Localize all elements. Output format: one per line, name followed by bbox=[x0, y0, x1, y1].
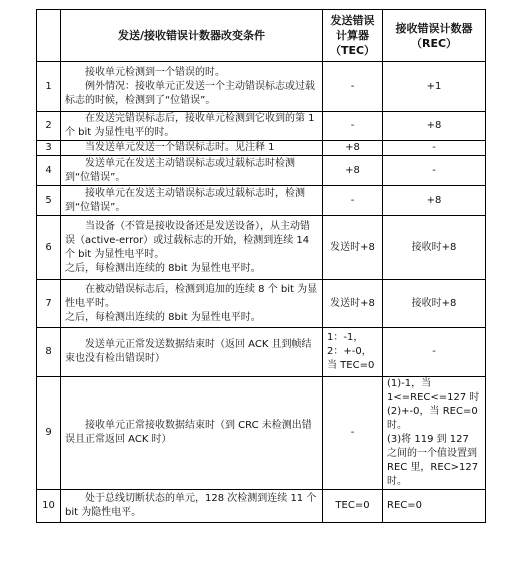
rec-value: +8 bbox=[426, 120, 442, 131]
rec-value: (1)-1，当 bbox=[387, 378, 432, 389]
condition-cell bbox=[61, 62, 323, 112]
tec-cell bbox=[323, 490, 383, 523]
rec-value: 接收时+8 bbox=[411, 297, 457, 309]
table-row bbox=[37, 156, 486, 186]
rec-value: - bbox=[432, 142, 436, 153]
row-index: 3 bbox=[37, 141, 61, 156]
error-counter-table bbox=[36, 9, 486, 523]
condition-line: 例外情况：接收单元正发送一个主动错误标志或过载标志的时候，检测到了“位错误”。 bbox=[65, 80, 315, 106]
tec-value: - bbox=[350, 120, 355, 131]
row-index: 7 bbox=[37, 280, 61, 328]
rec-cell bbox=[383, 186, 486, 216]
condition-line: 之后，每检测出连续的 8bit 为显性电平时。 bbox=[65, 262, 261, 274]
tec-value: - bbox=[350, 427, 355, 438]
rec-value: (3)将 119 到 127 之间的一个值设置到 REC 里，REC>127时。 bbox=[387, 434, 479, 487]
rec-cell bbox=[383, 62, 486, 112]
rec-value: - bbox=[432, 164, 436, 176]
rec-cell bbox=[383, 216, 486, 280]
condition-line: 处于总线切断状态的单元，128 次检测到连续 11 个 bit 为隐性电平。 bbox=[65, 493, 317, 518]
tec-cell bbox=[323, 141, 383, 156]
table-row bbox=[37, 280, 486, 328]
rec-value: 1<=REC<=127 时 bbox=[387, 392, 480, 403]
rec-value: 接收时+8 bbox=[411, 241, 457, 253]
condition-line: 接收单元在发送主动错误标志或过载标志时，检测到“位错误”。 bbox=[65, 187, 305, 213]
condition-line: 当发送单元发送一个错误标志时。见注释 1 bbox=[85, 142, 275, 153]
condition-cell bbox=[61, 112, 323, 141]
rec-cell bbox=[383, 490, 486, 523]
condition-cell bbox=[61, 156, 323, 186]
condition-line: 接收单元检测到一个错误的时。 bbox=[85, 66, 225, 78]
table-row bbox=[37, 328, 486, 377]
header-rec-line: （REC） bbox=[410, 36, 458, 50]
table-body bbox=[37, 62, 486, 523]
rec-value: (2)+-0，当 REC=0时。 bbox=[387, 406, 478, 431]
header-tec-line: （TEC） bbox=[329, 44, 376, 57]
row-index: 2 bbox=[37, 112, 61, 141]
row-index: 6 bbox=[37, 216, 61, 280]
row-index: 10 bbox=[37, 490, 61, 523]
header-rec bbox=[383, 10, 486, 62]
rec-value: +1 bbox=[426, 80, 442, 92]
tec-value: - bbox=[350, 194, 355, 206]
tec-cell bbox=[323, 216, 383, 280]
header-rec-line: 接收错误计数器 bbox=[395, 21, 473, 35]
tec-cell bbox=[323, 280, 383, 328]
tec-value: +8 bbox=[345, 164, 360, 176]
rec-value: REC=0 bbox=[387, 500, 422, 511]
rec-value: - bbox=[432, 346, 436, 357]
rec-cell bbox=[383, 156, 486, 186]
rec-cell bbox=[383, 328, 486, 377]
row-index: 5 bbox=[37, 186, 61, 216]
row-index: 4 bbox=[37, 156, 61, 186]
tec-cell bbox=[323, 328, 383, 377]
condition-cell bbox=[61, 377, 323, 490]
tec-cell bbox=[323, 186, 383, 216]
tec-value: +8 bbox=[345, 142, 360, 153]
tec-value: 2：+-0， bbox=[327, 346, 372, 357]
row-index: 1 bbox=[37, 62, 61, 112]
header-condition: 发送/接收错误计数器改变条件 bbox=[61, 10, 323, 62]
row-index: 8 bbox=[37, 328, 61, 377]
table-row bbox=[37, 112, 486, 141]
condition-line: 在发送完错误标志后，接收单元检测到它收到的第 1 个 bit 为显性电平的时。 bbox=[65, 113, 315, 138]
table-row bbox=[37, 186, 486, 216]
tec-value: 发送时+8 bbox=[330, 241, 375, 253]
header-row bbox=[37, 10, 486, 62]
rec-cell bbox=[383, 112, 486, 141]
condition-cell bbox=[61, 280, 323, 328]
table-row bbox=[37, 216, 486, 280]
header-tec-line: 发送错误 bbox=[330, 14, 375, 27]
condition-line: 之后，每检测出连续的 8bit 为显性电平时。 bbox=[65, 311, 261, 323]
condition-line: 发送单元在发送主动错误标志或过载标志时检测到“位错误”。 bbox=[65, 157, 295, 183]
table-row bbox=[37, 141, 486, 156]
condition-cell bbox=[61, 490, 323, 523]
header-index bbox=[37, 10, 61, 62]
row-index: 9 bbox=[37, 377, 61, 490]
rec-cell bbox=[383, 377, 486, 490]
header-tec bbox=[323, 10, 383, 62]
condition-cell bbox=[61, 328, 323, 377]
tec-value: 1：-1， bbox=[327, 332, 364, 343]
rec-cell bbox=[383, 280, 486, 328]
tec-cell bbox=[323, 112, 383, 141]
condition-line: 在被动错误标志后，检测到追加的连续 8 个 bit 为显性电平时。 bbox=[65, 283, 318, 309]
tec-cell bbox=[323, 156, 383, 186]
rec-value: +8 bbox=[426, 194, 442, 206]
condition-line: 当设备（不管是接收设备还是发送设备），从主动错误（active-error）或过载标志的开始，检测到连续 14 个 bit 为显性电平时。 bbox=[65, 220, 310, 260]
condition-line: 发送单元正常发送数据结束时（返回 ACK 且到帧结束也没有检出错误时） bbox=[65, 339, 312, 364]
condition-cell bbox=[61, 141, 323, 156]
table-row bbox=[37, 490, 486, 523]
condition-cell bbox=[61, 216, 323, 280]
tec-value: TEC=0 bbox=[335, 500, 370, 511]
tec-cell bbox=[323, 62, 383, 112]
tec-value: 发送时+8 bbox=[330, 297, 375, 309]
tec-cell bbox=[323, 377, 383, 490]
tec-value: - bbox=[350, 80, 355, 92]
table-row bbox=[37, 377, 486, 490]
condition-line: 接收单元正常接收数据结束时（到 CRC 未检测出错误且正常返回 ACK 时） bbox=[65, 420, 312, 445]
tec-value: 当 TEC=0 bbox=[327, 360, 375, 371]
rec-cell bbox=[383, 141, 486, 156]
header-tec-line: 计算器 bbox=[336, 29, 369, 42]
table-row bbox=[37, 62, 486, 112]
condition-cell bbox=[61, 186, 323, 216]
